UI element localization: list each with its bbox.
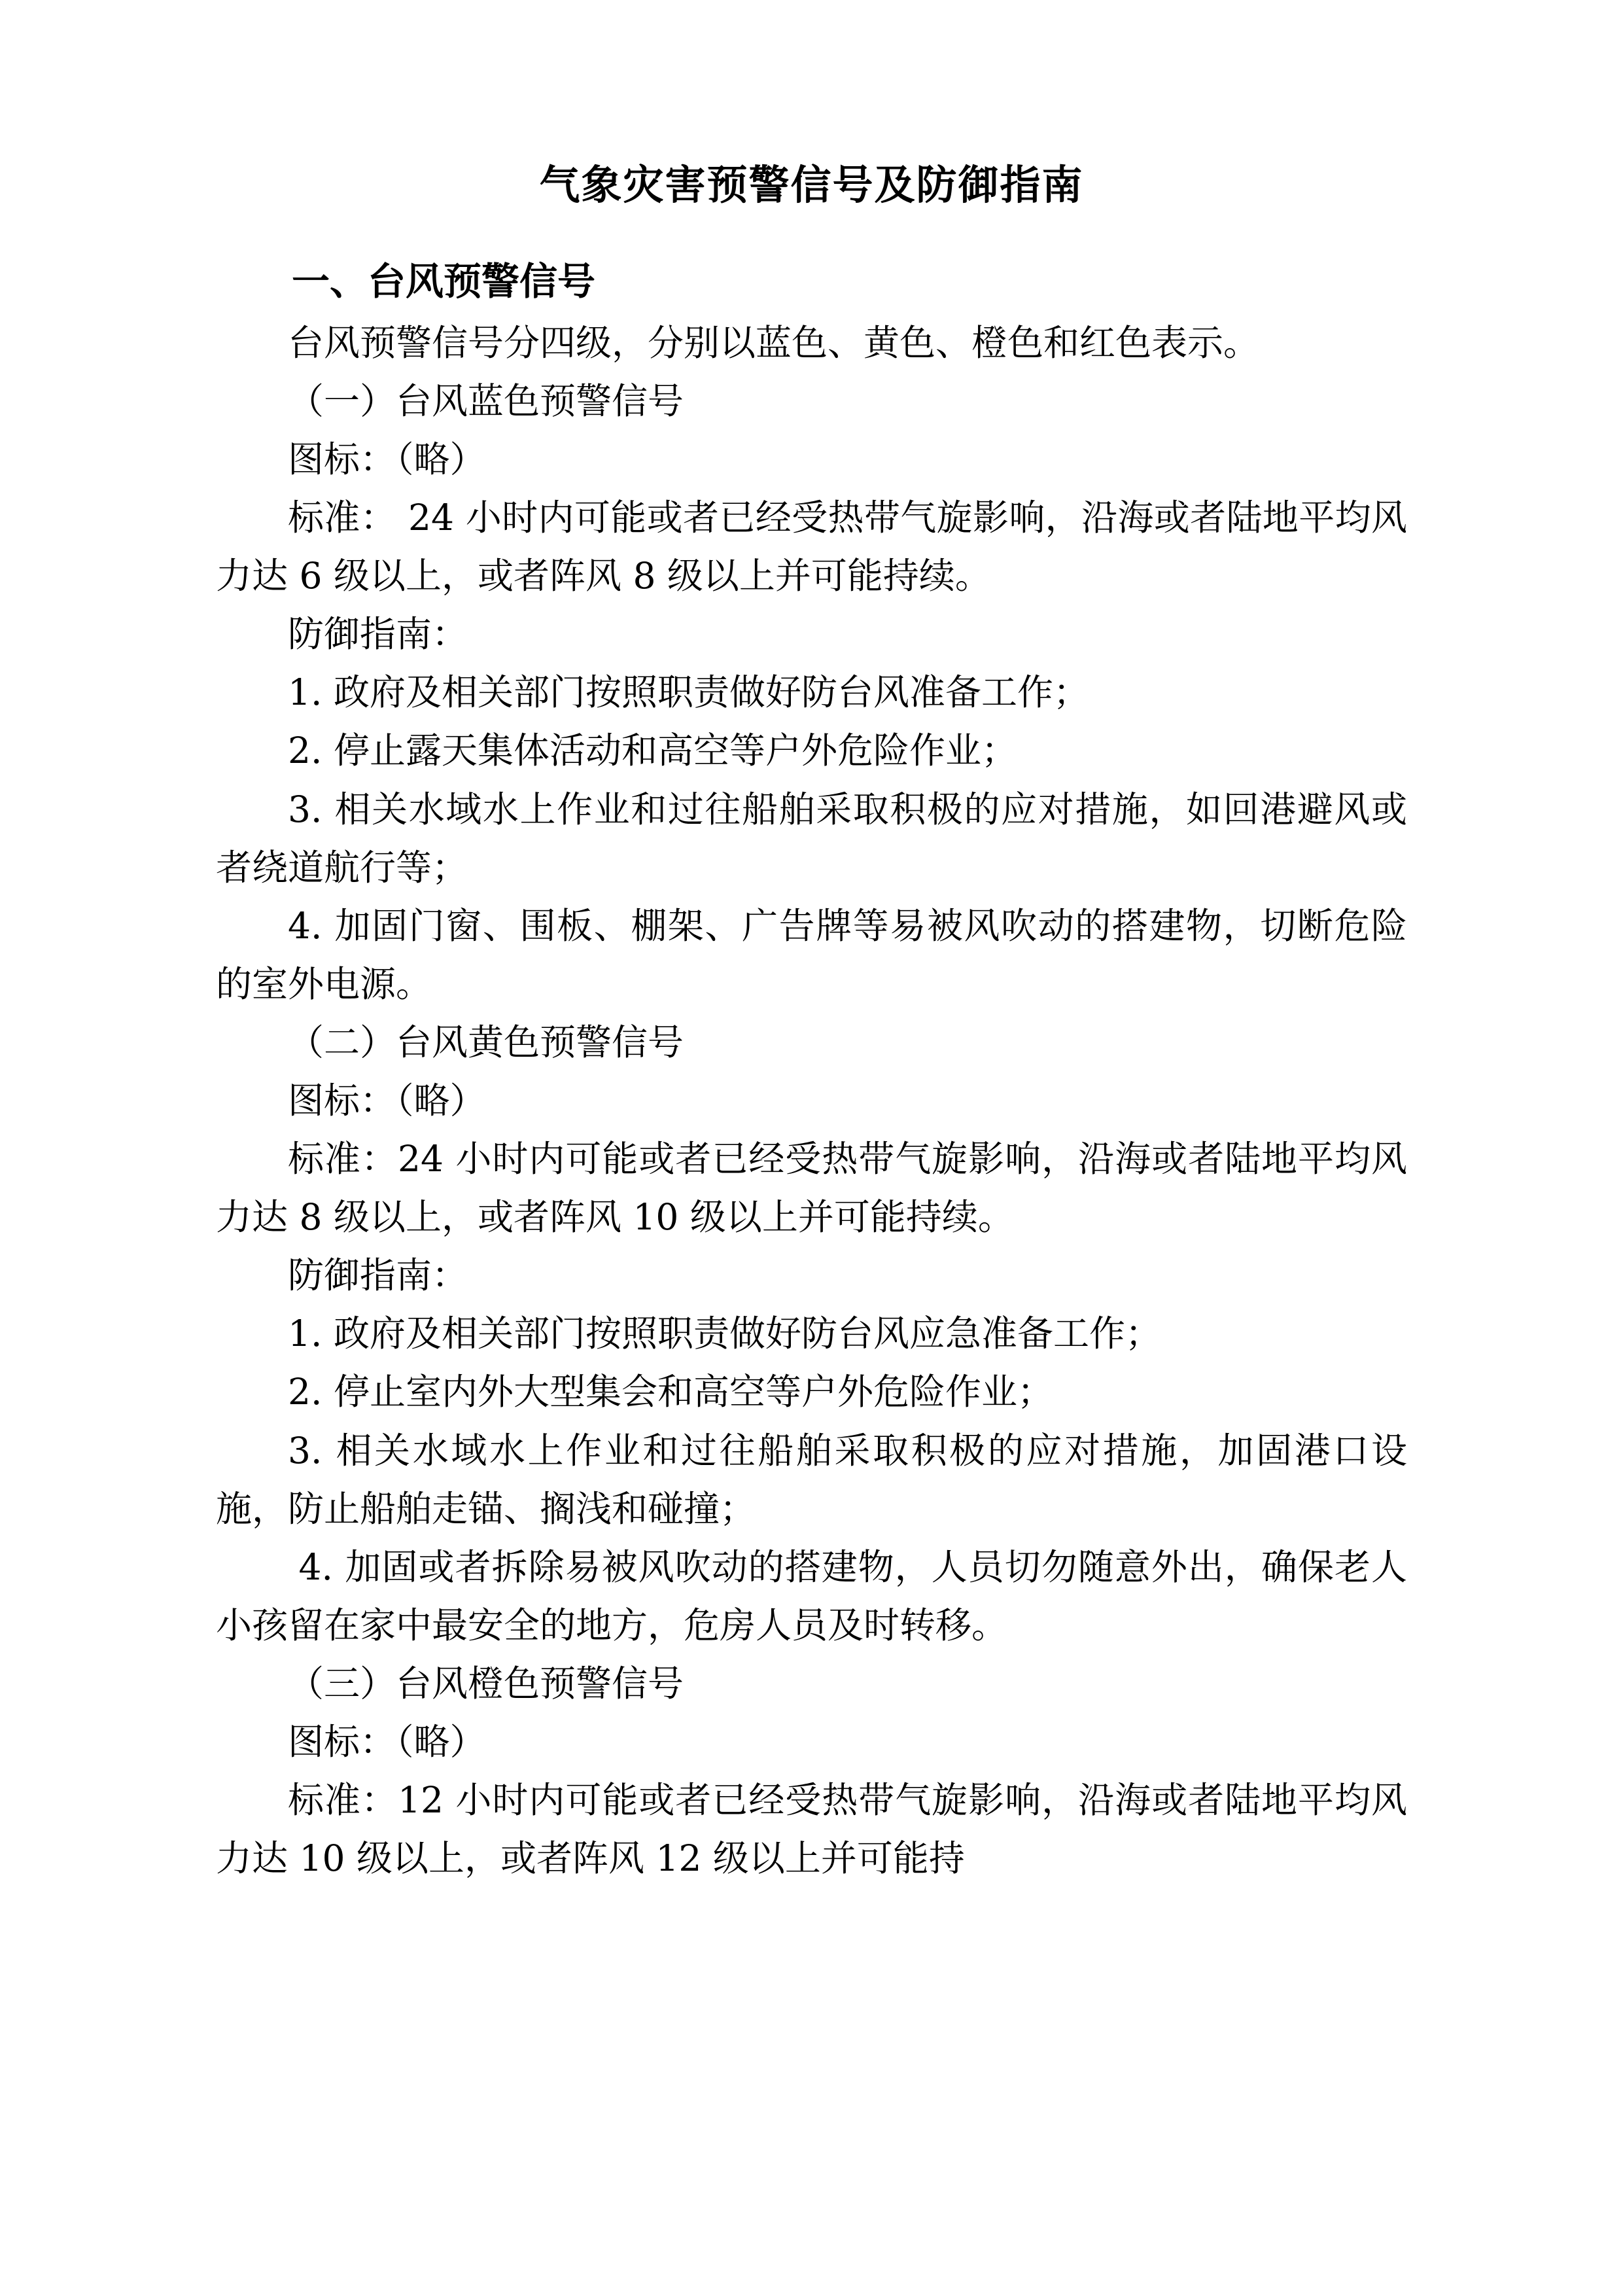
paragraph-yellow-icon: 图标：（略） xyxy=(288,1080,486,1122)
paragraph-blue-guide-item-3: 3. 相关水域水上作业和过往船舶采取积极的应对措施，如回港避风或者绕道航行等； xyxy=(216,788,1407,889)
paragraph-yellow-guide-item-4: 4. 加固或者拆除易被风吹动的搭建物，人员切勿随意外出，确保老人小孩留在家中最安全的地方，危房人员及时转移。 xyxy=(216,1545,1407,1646)
paragraph-blue-signal-title: （一）台风蓝色预警信号 xyxy=(288,380,684,422)
paragraph-yellow-guide-item-2: 2. 停止室内外大型集会和高空等户外危险作业； xyxy=(288,1371,1053,1413)
paragraph-blue-guide-item-1: 1. 政府及相关部门按照职责做好防台风准备工作； xyxy=(288,671,1089,714)
section-heading-typhoon-warning-signals: 一、台风预警信号 xyxy=(292,258,596,304)
paragraph-blue-standard: 标准： 24 小时内可能或者已经受热带气旋影响，沿海或者陆地平均风力达 6 级以上，或者阵风 8 级以上并可能持续。 xyxy=(216,497,1407,597)
paragraph-yellow-guide-heading: 防御指南： xyxy=(288,1254,468,1297)
paragraph-blue-guide-item-4: 4. 加固门窗、围板、棚架、广告牌等易被风吹动的搭建物，切断危险的室外电源。 xyxy=(216,904,1407,1005)
paragraph-yellow-standard: 标准：24 小时内可能或者已经受热带气旋影响，沿海或者陆地平均风力达 8 级以上，或者阵风 10 级以上并可能持续。 xyxy=(216,1138,1407,1239)
paragraph-yellow-guide-item-1: 1. 政府及相关部门按照职责做好防台风应急准备工作； xyxy=(288,1313,1161,1355)
paragraph-blue-guide-item-2: 2. 停止露天集体活动和高空等户外危险作业； xyxy=(288,730,1017,772)
paragraph-orange-standard: 标准：12 小时内可能或者已经受热带气旋影响，沿海或者陆地平均风力达 10 级以上，或者阵风 12 级以上并可能持 xyxy=(216,1779,1407,1880)
paragraph-orange-signal-title: （三）台风橙色预警信号 xyxy=(288,1662,684,1704)
page-title: 气象灾害预警信号及防御指南 xyxy=(539,161,1084,209)
paragraph-yellow-signal-title: （二）台风黄色预警信号 xyxy=(288,1021,684,1063)
paragraph-blue-icon: 图标：（略） xyxy=(288,438,486,480)
paragraph-orange-icon: 图标：（略） xyxy=(288,1721,486,1763)
paragraph-overview: 台风预警信号分四级，分别以蓝色、黄色、橙色和红色表示。 xyxy=(288,321,1260,364)
paragraph-yellow-guide-item-3: 3. 相关水域水上作业和过往船舶采取积极的应对措施，加固港口设施，防止船舶走锚、搁浅和碰撞； xyxy=(216,1429,1407,1530)
paragraph-blue-guide-heading: 防御指南： xyxy=(288,613,468,656)
